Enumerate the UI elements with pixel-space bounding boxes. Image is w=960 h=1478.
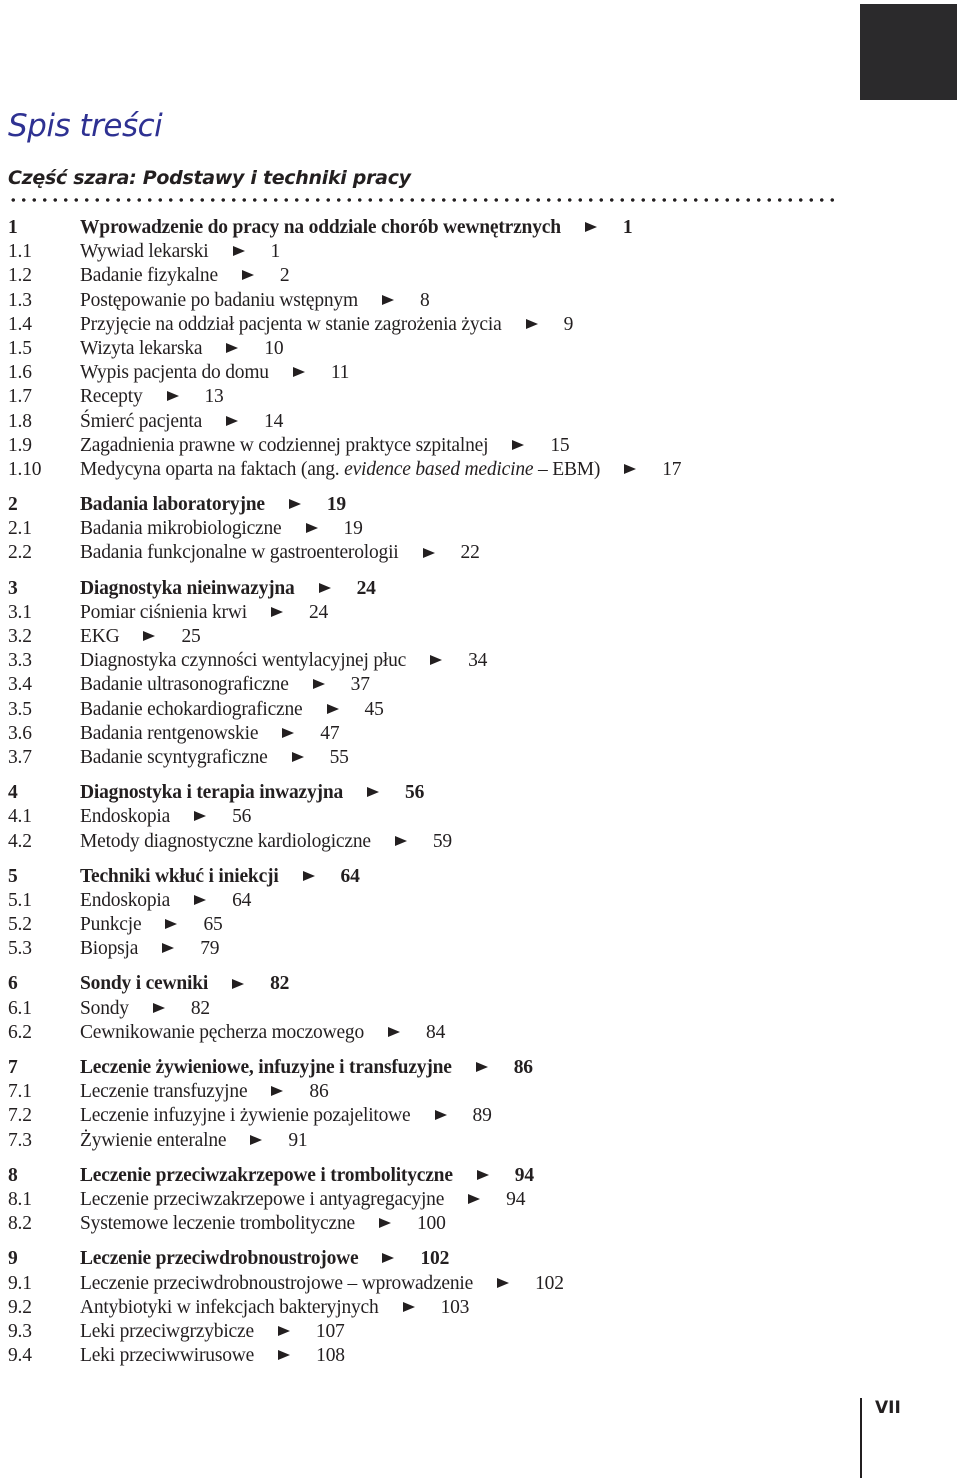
toc-chapter-row[interactable] bbox=[8, 1056, 848, 1080]
section-number: 3.2 bbox=[8, 626, 32, 647]
section-title: Postępowanie po badaniu wstępnym bbox=[80, 289, 358, 311]
title-text: Medycyna oparta na faktach (ang. bbox=[80, 458, 345, 480]
toc-section-row[interactable] bbox=[8, 649, 848, 673]
section-page: 10 bbox=[264, 337, 284, 359]
toc-section-row[interactable] bbox=[8, 1188, 848, 1212]
chapter-number: 1 bbox=[8, 217, 18, 238]
chapter-page: 64 bbox=[340, 865, 360, 887]
section-page: 25 bbox=[181, 626, 201, 647]
section-title: Metody diagnostyczne kardiologiczne bbox=[80, 830, 371, 852]
toc-chapter-row[interactable] bbox=[8, 577, 848, 601]
section-number: 3.4 bbox=[8, 674, 32, 696]
chapter-page: 94 bbox=[514, 1164, 534, 1186]
section-title: Badania rentgenowskie bbox=[80, 722, 259, 744]
toc-chapter-row[interactable] bbox=[8, 781, 848, 805]
section-title: Leki przeciwgrzybicze bbox=[80, 1320, 254, 1342]
chapter-number: 6 bbox=[8, 973, 18, 995]
section-number: 4.2 bbox=[8, 830, 32, 852]
toc-chapter bbox=[8, 972, 848, 1045]
page-arrow-icon bbox=[395, 836, 407, 846]
chapter-page: 24 bbox=[356, 577, 376, 599]
section-number: 9.2 bbox=[8, 1296, 32, 1318]
toc-section-row[interactable] bbox=[8, 313, 848, 337]
page-arrow-icon bbox=[403, 1302, 415, 1312]
toc-chapter-row[interactable] bbox=[8, 493, 848, 517]
section-page: 9 bbox=[563, 313, 574, 335]
section-number: 1.2 bbox=[8, 265, 32, 287]
chapter-number: 9 bbox=[8, 1248, 18, 1270]
section-page: 47 bbox=[320, 722, 340, 744]
toc-section-row[interactable] bbox=[8, 458, 848, 482]
section-page: 8 bbox=[419, 289, 430, 311]
page-arrow-icon bbox=[242, 270, 254, 280]
section-number: 1.4 bbox=[8, 313, 32, 335]
page-arrow-icon bbox=[512, 440, 524, 450]
section-number: 1.1 bbox=[8, 241, 32, 263]
section-number: 7.2 bbox=[8, 1105, 32, 1127]
section-number: 1.9 bbox=[8, 434, 32, 456]
chapter-page: 19 bbox=[326, 494, 346, 516]
page-arrow-icon bbox=[278, 1350, 290, 1360]
section-page: 17 bbox=[662, 458, 682, 480]
toc-chapter-row[interactable] bbox=[8, 865, 848, 889]
chapter-title: Leczenie przeciwdrobnoustrojowe bbox=[80, 1248, 359, 1270]
section-page: 19 bbox=[343, 518, 363, 540]
section-title: Diagnostyka czynności wentylacyjnej płuc bbox=[80, 650, 407, 672]
chapter-page: 56 bbox=[405, 782, 425, 804]
toc-section-row[interactable] bbox=[8, 289, 848, 313]
toc-section-row[interactable] bbox=[8, 601, 848, 625]
toc-chapter bbox=[8, 577, 848, 771]
chapter-number: 7 bbox=[8, 1057, 18, 1078]
section-number: 1.6 bbox=[8, 362, 32, 384]
page-arrow-icon bbox=[194, 895, 206, 905]
page-arrow-icon bbox=[624, 464, 636, 474]
page-arrow-icon bbox=[477, 1170, 489, 1180]
toc-section-row[interactable] bbox=[8, 1272, 848, 1296]
section-page: 45 bbox=[364, 698, 384, 720]
toc-section-row[interactable] bbox=[8, 240, 848, 264]
section-title: Systemowe leczenie trombolityczne bbox=[80, 1213, 355, 1235]
section-page: 34 bbox=[468, 650, 488, 672]
page-arrow-icon bbox=[327, 704, 339, 714]
section-title: Punkcje bbox=[80, 914, 142, 936]
section-number: 3.6 bbox=[8, 722, 32, 744]
section-page: 15 bbox=[550, 434, 570, 456]
page-arrow-icon bbox=[468, 1194, 480, 1204]
section-title: Recepty bbox=[80, 386, 143, 408]
section-page: 24 bbox=[308, 601, 329, 623]
page-arrow-icon bbox=[367, 787, 379, 797]
section-title: Zagadnienia prawne w codziennej praktyce szpitalnej bbox=[80, 434, 489, 456]
chapter-number: 3 bbox=[8, 577, 18, 599]
section-title: Biopsja bbox=[80, 938, 139, 960]
toc-chapter bbox=[8, 493, 848, 566]
section-number: 7.1 bbox=[8, 1081, 32, 1103]
toc-section-row[interactable] bbox=[8, 517, 848, 541]
toc-chapter-row[interactable] bbox=[8, 216, 848, 240]
section-number: 5.1 bbox=[8, 889, 32, 911]
page-arrow-icon bbox=[143, 631, 155, 641]
toc-section-row[interactable] bbox=[8, 385, 848, 409]
section-number: 7.3 bbox=[8, 1129, 32, 1151]
section-title: Leki przeciwwirusowe bbox=[80, 1345, 255, 1367]
section-page: 79 bbox=[200, 938, 220, 960]
chapter-title: Wprowadzenie do pracy na oddziale chorób wewnętrznych bbox=[80, 217, 561, 238]
section-page: 91 bbox=[288, 1129, 308, 1151]
section-number: 1.10 bbox=[8, 458, 42, 480]
toc-section-row[interactable] bbox=[8, 361, 848, 385]
section-page: 56 bbox=[232, 806, 252, 828]
section-title: Leczenie przeciwdrobnoustrojowe – wprowadzenie bbox=[80, 1272, 474, 1294]
toc-section-row[interactable] bbox=[8, 625, 848, 649]
page-number-rule bbox=[860, 1398, 862, 1478]
page-arrow-icon bbox=[430, 655, 442, 665]
section-page: 13 bbox=[204, 386, 224, 408]
toc-section-row[interactable] bbox=[8, 805, 848, 829]
page-arrow-icon bbox=[526, 319, 538, 329]
toc-section-row[interactable] bbox=[8, 1344, 848, 1368]
section-page: 108 bbox=[316, 1345, 345, 1367]
chapter-number: 5 bbox=[8, 865, 18, 887]
chapter-page: 86 bbox=[513, 1057, 533, 1078]
toc-chapter bbox=[8, 1056, 848, 1153]
section-page: 94 bbox=[506, 1188, 526, 1210]
section-number: 3.7 bbox=[8, 746, 32, 768]
page-arrow-icon bbox=[382, 295, 394, 305]
toc-section-row[interactable] bbox=[8, 830, 848, 854]
section-title bbox=[80, 458, 600, 482]
page-arrow-icon bbox=[226, 416, 238, 426]
toc-section-row[interactable] bbox=[8, 541, 848, 565]
page-arrow-icon bbox=[162, 943, 174, 953]
chapter-page: 102 bbox=[420, 1248, 450, 1270]
page-arrow-icon bbox=[278, 1326, 290, 1336]
section-title: Cewnikowanie pęcherza moczowego bbox=[80, 1021, 365, 1043]
section-title: Endoskopia bbox=[80, 806, 171, 828]
section-page: 2 bbox=[279, 265, 290, 287]
toc-section-row[interactable] bbox=[8, 746, 848, 770]
title-text-after: – EBM) bbox=[533, 458, 601, 480]
page-number: VII bbox=[875, 1398, 901, 1418]
section-number: 8.2 bbox=[8, 1213, 32, 1235]
chapter-page: 82 bbox=[270, 973, 290, 995]
page-arrow-icon bbox=[423, 548, 435, 558]
page-arrow-icon bbox=[585, 222, 597, 232]
toc-section-row[interactable] bbox=[8, 698, 848, 722]
page-arrow-icon bbox=[282, 728, 294, 738]
section-title: Antybiotyki w infekcjach bakteryjnych bbox=[80, 1296, 379, 1318]
section-page: 107 bbox=[315, 1320, 345, 1342]
section-number: 1.5 bbox=[8, 337, 32, 359]
section-title: Żywienie enteralne bbox=[80, 1129, 227, 1151]
section-page: 103 bbox=[440, 1296, 470, 1318]
page-arrow-icon bbox=[250, 1135, 262, 1145]
section-page: 37 bbox=[350, 674, 370, 696]
toc-section-row[interactable] bbox=[8, 889, 848, 913]
section-page: 1 bbox=[270, 241, 281, 263]
toc-section-row[interactable] bbox=[8, 1320, 848, 1344]
toc-title: Spis treści bbox=[8, 108, 163, 144]
section-title: EKG bbox=[80, 626, 120, 647]
section-title: Badanie scyntygraficzne bbox=[80, 746, 268, 768]
page-arrow-icon bbox=[226, 343, 238, 353]
section-number: 4.1 bbox=[8, 806, 32, 828]
section-number: 2.2 bbox=[8, 542, 32, 564]
page-arrow-icon bbox=[379, 1218, 391, 1228]
section-page: 89 bbox=[472, 1105, 492, 1127]
section-number: 6.2 bbox=[8, 1021, 32, 1043]
section-title: Badanie fizykalne bbox=[80, 265, 218, 287]
section-title: Pomiar ciśnienia krwi bbox=[80, 601, 247, 623]
page-arrow-icon bbox=[319, 583, 331, 593]
section-page: 84 bbox=[426, 1021, 446, 1043]
section-title: Leczenie infuzyjne i żywienie pozajelitowe bbox=[80, 1105, 411, 1127]
section-number: 3.5 bbox=[8, 698, 32, 720]
toc-section-row[interactable] bbox=[8, 937, 848, 961]
section-page: 11 bbox=[330, 362, 350, 384]
dotted-divider bbox=[8, 197, 840, 203]
toc-section-row[interactable] bbox=[8, 1212, 848, 1236]
toc-section-row[interactable] bbox=[8, 1021, 848, 1045]
section-number: 5.2 bbox=[8, 914, 32, 936]
page-arrow-icon bbox=[306, 523, 318, 533]
part-title: Część szara: Podstawy i techniki pracy bbox=[8, 167, 411, 189]
title-italic-text: evidence based medicine bbox=[344, 458, 534, 480]
toc-section-row[interactable] bbox=[8, 410, 848, 434]
toc-chapter-row[interactable] bbox=[8, 1247, 848, 1271]
page-arrow-icon bbox=[497, 1278, 509, 1288]
page-arrow-icon bbox=[292, 752, 304, 762]
section-title: Badania funkcjonalne w gastroenterologii bbox=[80, 542, 399, 564]
section-number: 8.1 bbox=[8, 1188, 32, 1210]
section-title: Śmierć pacjenta bbox=[80, 410, 203, 432]
corner-tab-block bbox=[860, 4, 957, 100]
section-number: 3.3 bbox=[8, 650, 32, 672]
page-arrow-icon bbox=[303, 871, 315, 881]
page-arrow-icon bbox=[194, 811, 206, 821]
section-title: Badanie echokardiograficzne bbox=[80, 698, 303, 720]
section-page: 22 bbox=[460, 542, 480, 564]
section-page: 82 bbox=[190, 997, 210, 1019]
section-number: 5.3 bbox=[8, 938, 32, 960]
section-number: 1.8 bbox=[8, 410, 32, 432]
section-page: 59 bbox=[432, 830, 452, 852]
toc-chapter bbox=[8, 781, 848, 854]
toc-section-row[interactable] bbox=[8, 722, 848, 746]
page-arrow-icon bbox=[271, 607, 283, 617]
page-arrow-icon bbox=[232, 979, 244, 989]
toc-section-row[interactable] bbox=[8, 997, 848, 1021]
toc-section-row[interactable] bbox=[8, 1080, 848, 1104]
page-arrow-icon bbox=[289, 499, 301, 509]
chapter-title: Badania laboratoryjne bbox=[80, 494, 265, 516]
toc-section-row[interactable] bbox=[8, 264, 848, 288]
page-arrow-icon bbox=[167, 391, 179, 401]
chapter-number: 8 bbox=[8, 1164, 18, 1186]
chapter-number: 2 bbox=[8, 494, 18, 516]
section-page: 100 bbox=[416, 1213, 446, 1235]
toc-chapter bbox=[8, 216, 848, 482]
page-arrow-icon bbox=[153, 1003, 165, 1013]
section-number: 3.1 bbox=[8, 601, 32, 623]
chapter-title: Diagnostyka i terapia inwazyjna bbox=[80, 782, 344, 804]
toc-chapter-row[interactable] bbox=[8, 972, 848, 996]
chapter-title: Sondy i cewniki bbox=[80, 973, 209, 995]
section-page: 64 bbox=[232, 889, 252, 911]
toc-section-row[interactable] bbox=[8, 434, 848, 458]
section-page: 14 bbox=[264, 410, 284, 432]
toc-section-row[interactable] bbox=[8, 913, 848, 937]
page-arrow-icon bbox=[476, 1062, 488, 1072]
section-title: Wypis pacjenta do domu bbox=[80, 362, 269, 384]
page-arrow-icon bbox=[388, 1027, 400, 1037]
section-number: 9.4 bbox=[8, 1345, 32, 1367]
table-of-contents bbox=[8, 216, 848, 1379]
section-title: Sondy bbox=[80, 997, 129, 1019]
toc-section-row[interactable] bbox=[8, 1104, 848, 1128]
toc-chapter bbox=[8, 1164, 848, 1237]
page-arrow-icon bbox=[233, 246, 245, 256]
section-title: Endoskopia bbox=[80, 889, 171, 911]
chapter-number: 4 bbox=[8, 782, 18, 804]
section-title: Leczenie transfuzyjne bbox=[80, 1081, 248, 1103]
chapter-title: Techniki wkłuć i iniekcji bbox=[80, 865, 279, 887]
toc-chapter bbox=[8, 865, 848, 962]
section-number: 1.3 bbox=[8, 289, 32, 311]
section-page: 86 bbox=[309, 1081, 329, 1103]
page-arrow-icon bbox=[165, 919, 177, 929]
chapter-title: Leczenie przeciwzakrzepowe i trombolityczne bbox=[80, 1164, 453, 1186]
toc-section-row[interactable] bbox=[8, 337, 848, 361]
chapter-title: Diagnostyka nieinwazyjna bbox=[80, 577, 295, 599]
chapter-title: Leczenie żywieniowe, infuzyjne i transfuzyjne bbox=[80, 1057, 452, 1078]
section-page: 65 bbox=[203, 914, 223, 936]
section-title: Leczenie przeciwzakrzepowe i antyagregacyjne bbox=[80, 1188, 445, 1210]
page-arrow-icon bbox=[382, 1253, 394, 1263]
section-number: 2.1 bbox=[8, 518, 32, 540]
toc-chapter bbox=[8, 1247, 848, 1368]
section-title: Wywiad lekarski bbox=[80, 241, 209, 263]
toc-section-row[interactable] bbox=[8, 673, 848, 697]
section-number: 6.1 bbox=[8, 997, 32, 1019]
page-arrow-icon bbox=[271, 1086, 283, 1096]
page-arrow-icon bbox=[293, 367, 305, 377]
page-arrow-icon bbox=[313, 679, 325, 689]
toc-section-row[interactable] bbox=[8, 1129, 848, 1153]
section-title: Wizyta lekarska bbox=[80, 337, 203, 359]
section-page: 55 bbox=[329, 746, 349, 768]
section-page: 102 bbox=[535, 1272, 564, 1294]
section-title: Badania mikrobiologiczne bbox=[80, 518, 282, 540]
section-title: Badanie ultrasonograficzne bbox=[80, 674, 289, 696]
section-number: 1.7 bbox=[8, 386, 32, 408]
toc-chapter-row[interactable] bbox=[8, 1164, 848, 1188]
page-arrow-icon bbox=[435, 1110, 447, 1120]
section-number: 9.3 bbox=[8, 1320, 32, 1342]
chapter-page: 1 bbox=[622, 217, 633, 238]
toc-section-row[interactable] bbox=[8, 1296, 848, 1320]
section-title: Przyjęcie na oddział pacjenta w stanie zagrożenia życia bbox=[80, 313, 502, 335]
section-number: 9.1 bbox=[8, 1272, 32, 1294]
